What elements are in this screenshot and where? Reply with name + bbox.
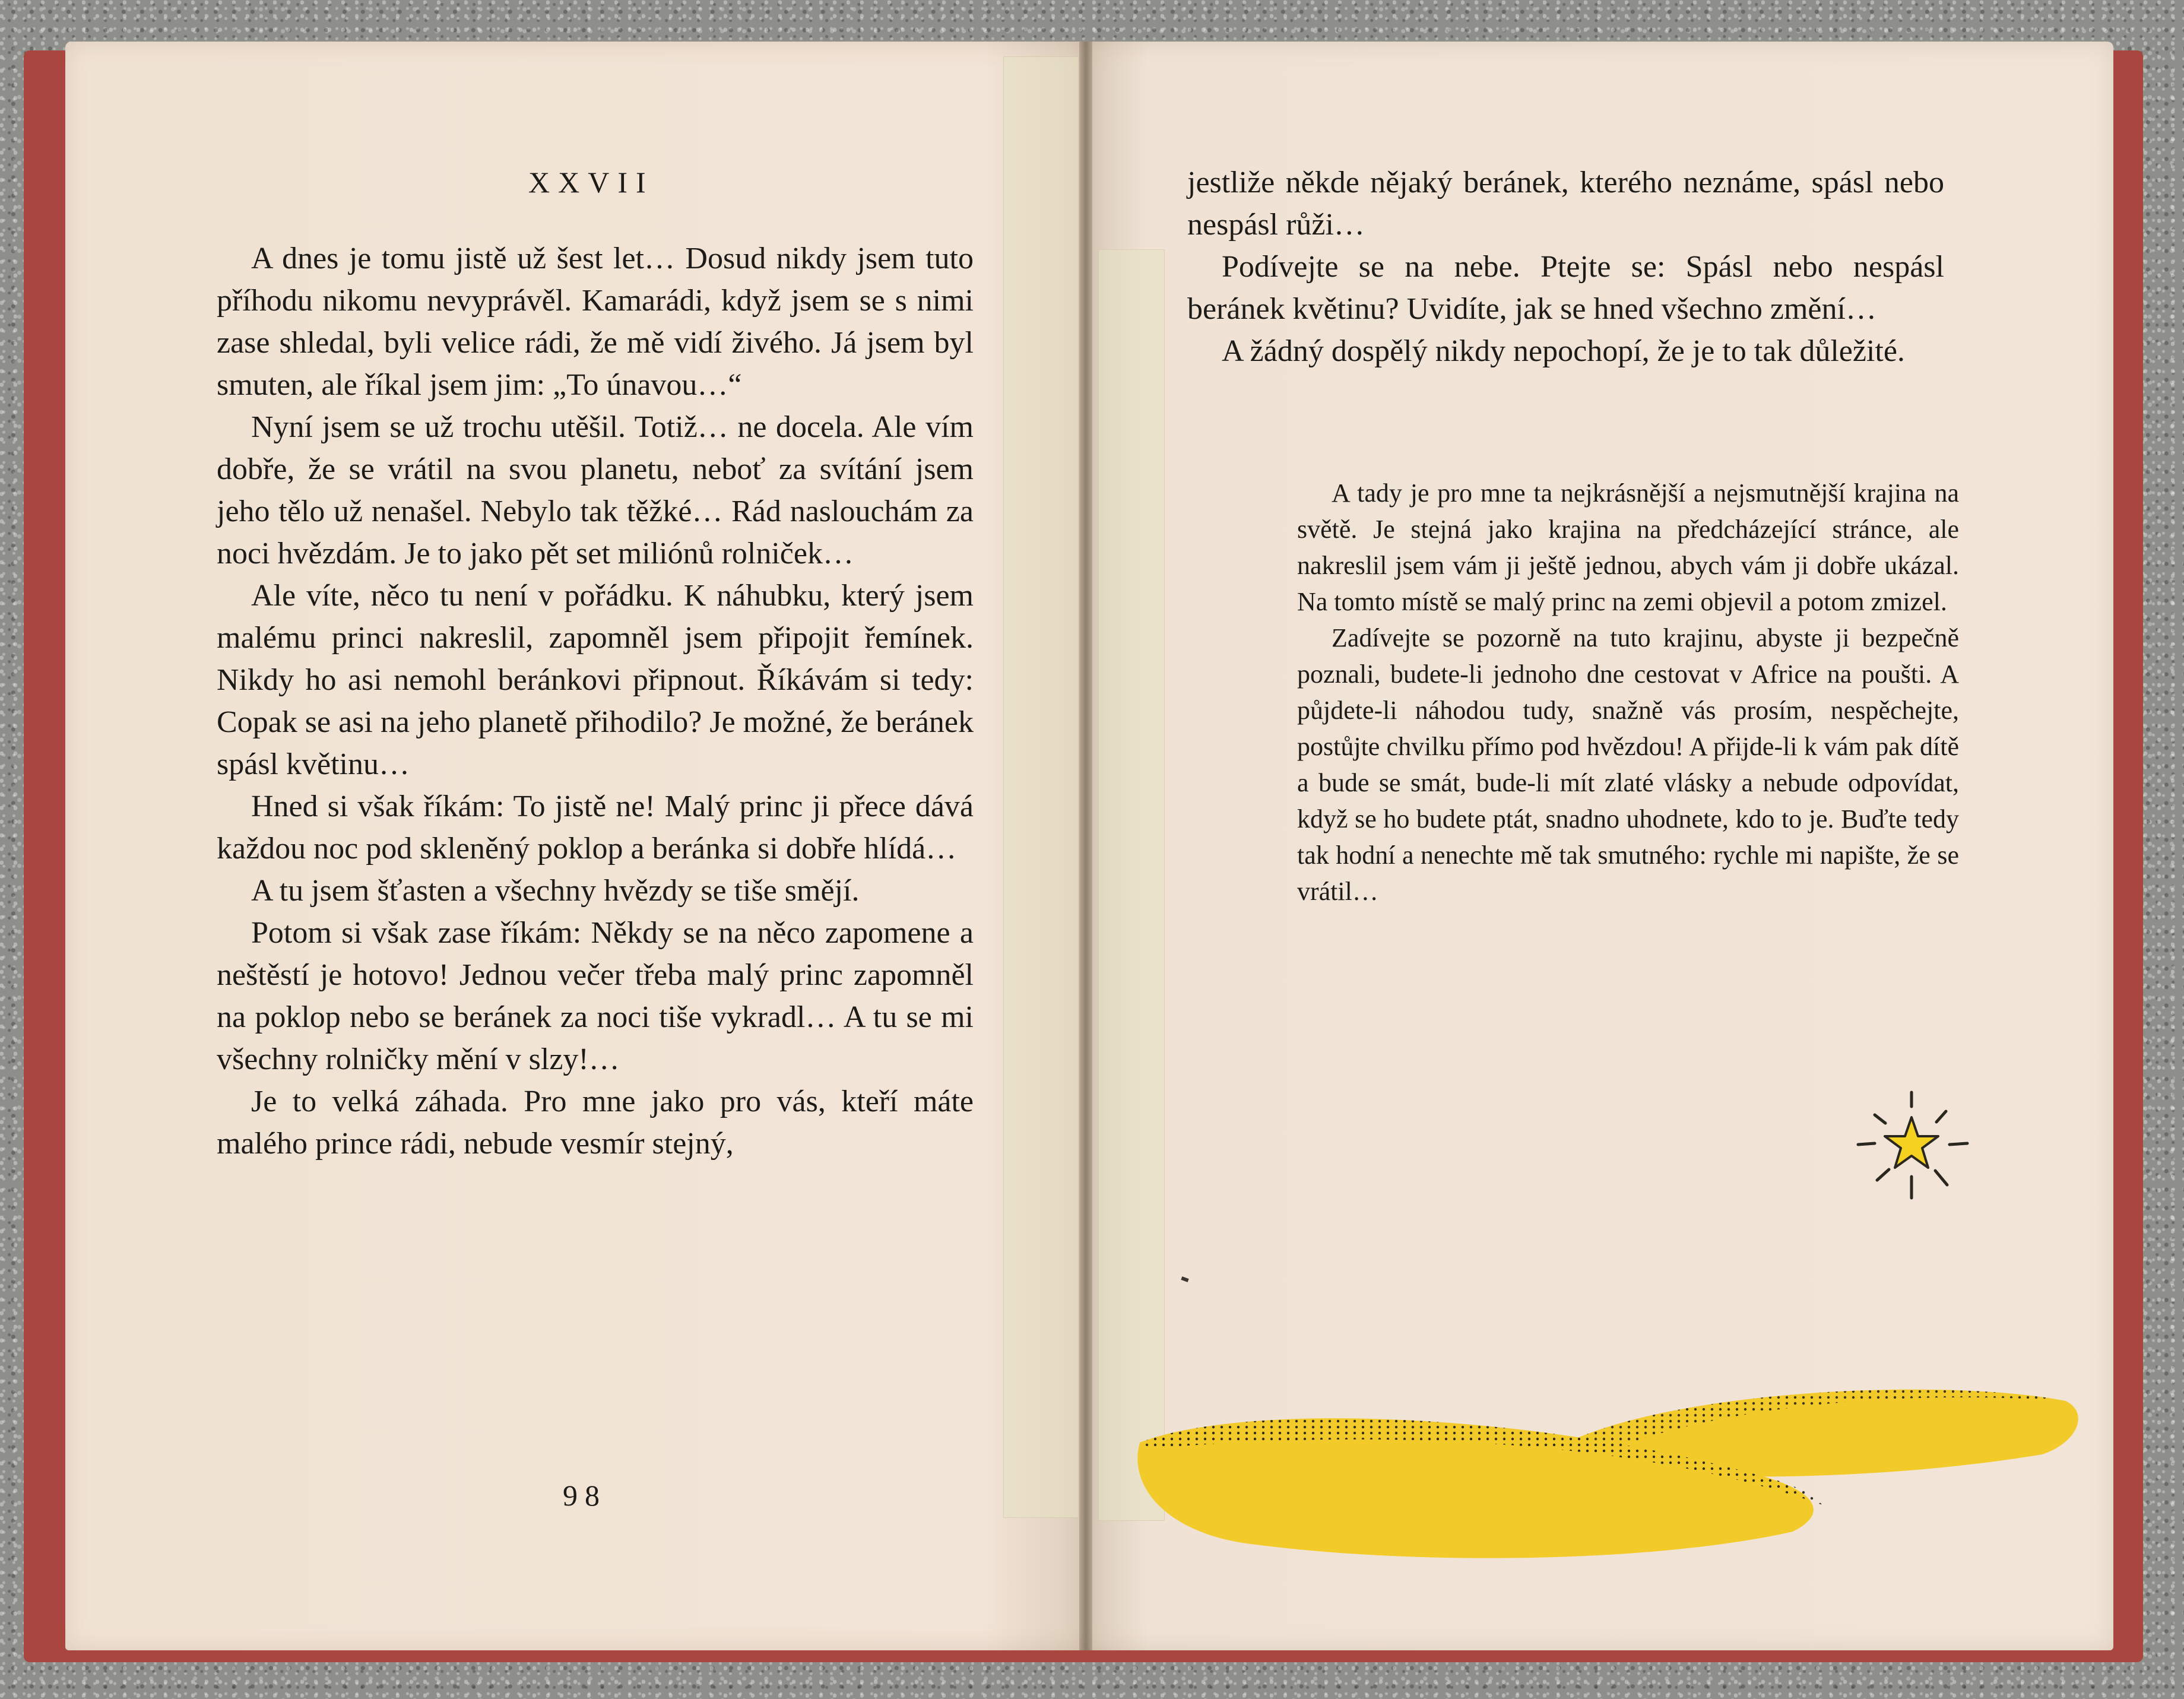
caption-paragraph: A tady je pro mne ta nejkrásnější a nejsmutnější krajina na světě. Je stejná jako krajina na předcházející stránce, ale nakreslil jsem vám ji ještě jednou, abych vám ji dobře ukázal. Na tomto místě se malý princ na zemi objevil a potom zmizel. [1297, 478, 1959, 616]
tape-strip-left [1003, 56, 1079, 1518]
paragraph: Hned si však říkám: To jistě ne! Malý princ ji přece dává každou noc pod skleněný poklop a beránka si dobře hlídá… [217, 790, 974, 866]
paragraph: Potom si však zase říkám: Někdy se na něco zapomene a neštěstí je hotovo! Jednou večer třeba malý princ zapomněl na poklop nebo se beránek za noci tiše vykradl… A tu se mi všechny rolničky mění v slzy!… [217, 916, 974, 1076]
paragraph: A dnes je tomu jistě už šest let… Dosud nikdy jsem tuto příhodu nikomu nevyprávěl. Kamarádi, když jsem se s nimi zase shledal, byli velice rádi, že mě vidí živého. Já jsem byl smuten, ale říkal jsem jim: „To únavou…“ [217, 242, 974, 402]
paragraph: A žádný dospělý nikdy nepochopí, že je to tak důležité. [1222, 334, 1905, 368]
tape-strip-right [1098, 249, 1165, 1521]
book-spine-gutter [1079, 42, 1092, 1650]
caption-paragraph: Zadívejte se pozorně na tuto krajinu, abyste ji bezpečně poznali, budete-li jednoho dne cestovat v Africe na poušti. A půjdete-li náhodou tudy, snažně vás prosím, nespěchejte, postůjte chvilku přímo pod hvězdou! A přijde-li k vám pak dítě a bude se smát, bude-li mít zlaté vlásky a nebude odpovídat, když se ho budete ptát, snadno uhodnete, kdo to je. Buďte tedy tak hodní a nenechte mě tak smutného: rychle mi napište, že se vrátil… [1297, 623, 1959, 906]
paragraph: Nyní jsem se už trochu utěšil. Totiž… ne docela. Ale vím dobře, že se vrátil na svou planetu, neboť za svítání jsem jeho tělo už nenašel. Nebylo tak těžké… Rád naslouchám za noci hvězdám. Je to jako pět set miliónů rolniček… [217, 410, 974, 570]
right-page-text [1187, 161, 1944, 372]
desert-dunes [1128, 1365, 2101, 1591]
paragraph: Je to velká záhada. Pro mne jako pro vás, kteří máte malého prince rádi, nebude vesmír stejný, [217, 1085, 974, 1161]
left-page-text [217, 237, 974, 1165]
page-number: 98 [563, 1479, 607, 1512]
paragraph: A tu jsem šťasten a všechny hvězdy se tiše smějí. [251, 874, 860, 908]
chapter-heading: XXVII [528, 166, 654, 199]
paragraph: Podívejte se na nebe. Ptejte se: Spásl nebo nespásl beránek květinu? Uvidíte, jak se hned všechno změní… [1187, 250, 1944, 326]
star-icon [1852, 1086, 1971, 1205]
paragraph: jestliže někde nějaký beránek, kterého neznáme, spásl nebo nespásl růži… [1187, 166, 1944, 242]
paragraph: Ale víte, něco tu není v pořádku. K náhubku, který jsem malému princi nakreslil, zapomněl jsem připojit řemínek. Nikdy ho asi nemohl beránkovi připnout. Říkávám si tedy: Copak se asi na jeho planetě přihodilo? Je možné, že beránek spásl květinu… [217, 579, 974, 781]
illustration-caption [1297, 475, 1959, 909]
